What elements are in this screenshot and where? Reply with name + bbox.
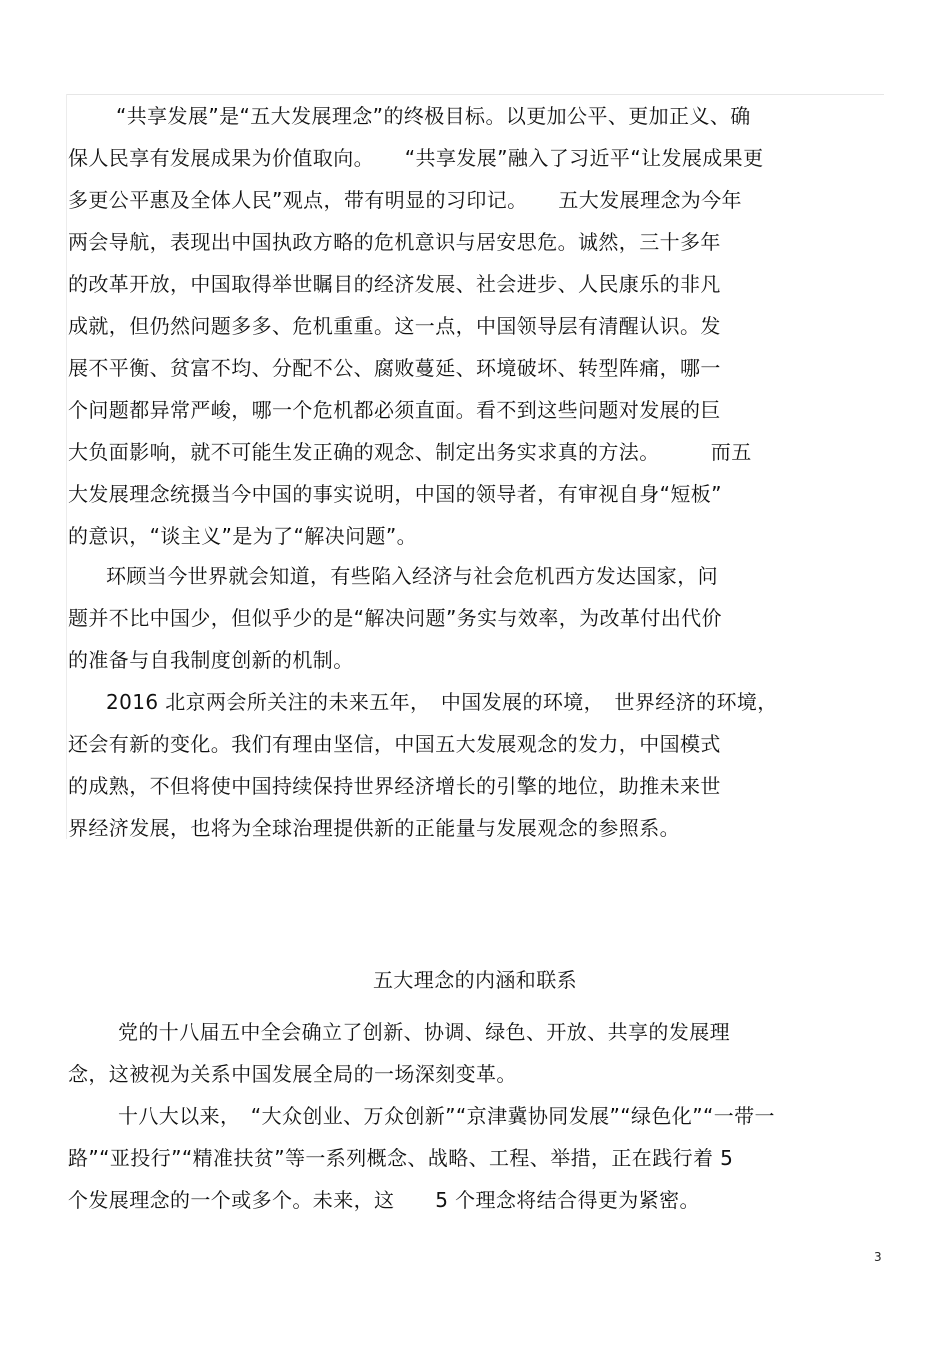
paragraph-1-line-9: 大负面影响，就不可能生发正确的观念、制定出务实求真的方法。 而五 <box>68 440 752 464</box>
paragraph-1-line-7: 展不平衡、贫富不均、分配不公、腐败蔓延、环境破坏、转型阵痛，哪一 <box>68 356 721 380</box>
paragraph-1-line-1: “共享发展”是“五大发展理念”的终极目标。以更加公平、更加正义、确 <box>116 104 751 128</box>
paragraph-2-line-3: 的准备与自我制度创新的机制。 <box>68 648 354 672</box>
paragraph-3-line-2: 还会有新的变化。我们有理由坚信，中国五大发展观念的发力，中国模式 <box>68 732 721 756</box>
section-paragraph-2-line-1: 十八大以来， “大众创业、万众创新”“京津冀协同发展”“绿色化”“一带一 <box>118 1104 775 1128</box>
paragraph-1-line-11: 的意识，“谈主义”是为了“解决问题”。 <box>68 524 418 548</box>
page-number: 3 <box>874 1250 882 1264</box>
page-left-border <box>66 94 67 839</box>
section-paragraph-2-line-2: 路”“亚投行”“精准扶贫”等一系列概念、战略、工程、举措，正在践行着 5 <box>68 1146 734 1170</box>
paragraph-2-line-1: 环顾当今世界就会知道，有些陷入经济与社会危机西方发达国家，问 <box>106 564 718 588</box>
section-paragraph-1-line-1: 党的十八届五中全会确立了创新、协调、绿色、开放、共享的发展理 <box>118 1020 730 1044</box>
section-title: 五大理念的内涵和联系 <box>373 968 577 992</box>
paragraph-1-line-6: 成就，但仍然问题多多、危机重重。这一点，中国领导层有清醒认识。发 <box>68 314 721 338</box>
paragraph-1-line-2: 保人民享有发展成果为价值取向。 “共享发展”融入了习近平“让发展成果更 <box>68 146 764 170</box>
section-paragraph-1-line-2: 念，这被视为关系中国发展全局的一场深刻变革。 <box>68 1062 517 1086</box>
page-top-border <box>66 94 884 95</box>
paragraph-1-line-8: 个问题都异常严峻，哪一个危机都必须直面。看不到这些问题对发展的巨 <box>68 398 721 422</box>
paragraph-1-line-10: 大发展理念统摄当今中国的事实说明，中国的领导者，有审视自身“短板” <box>68 482 722 506</box>
section-paragraph-2-line-3: 个发展理念的一个或多个。未来，这 5 个理念将结合得更为紧密。 <box>68 1188 700 1212</box>
paragraph-2-line-2: 题并不比中国少，但似乎少的是“解决问题”务实与效率，为改革付出代价 <box>68 606 722 630</box>
paragraph-1-line-5: 的改革开放，中国取得举世瞩目的经济发展、社会进步、人民康乐的非凡 <box>68 272 721 296</box>
paragraph-3-line-3: 的成熟，不但将使中国持续保持世界经济增长的引擎的地位，助推未来世 <box>68 774 721 798</box>
paragraph-3-line-1: 2016 北京两会所关注的未来五年， 中国发展的环境， 世界经济的环境， <box>106 690 778 714</box>
paragraph-1-line-4: 两会导航，表现出中国执政方略的危机意识与居安思危。诚然，三十多年 <box>68 230 721 254</box>
paragraph-1-line-3: 多更公平惠及全体人民”观点，带有明显的习印记。 五大发展理念为今年 <box>68 188 742 212</box>
paragraph-3-line-4: 界经济发展，也将为全球治理提供新的正能量与发展观念的参照系。 <box>68 816 680 840</box>
